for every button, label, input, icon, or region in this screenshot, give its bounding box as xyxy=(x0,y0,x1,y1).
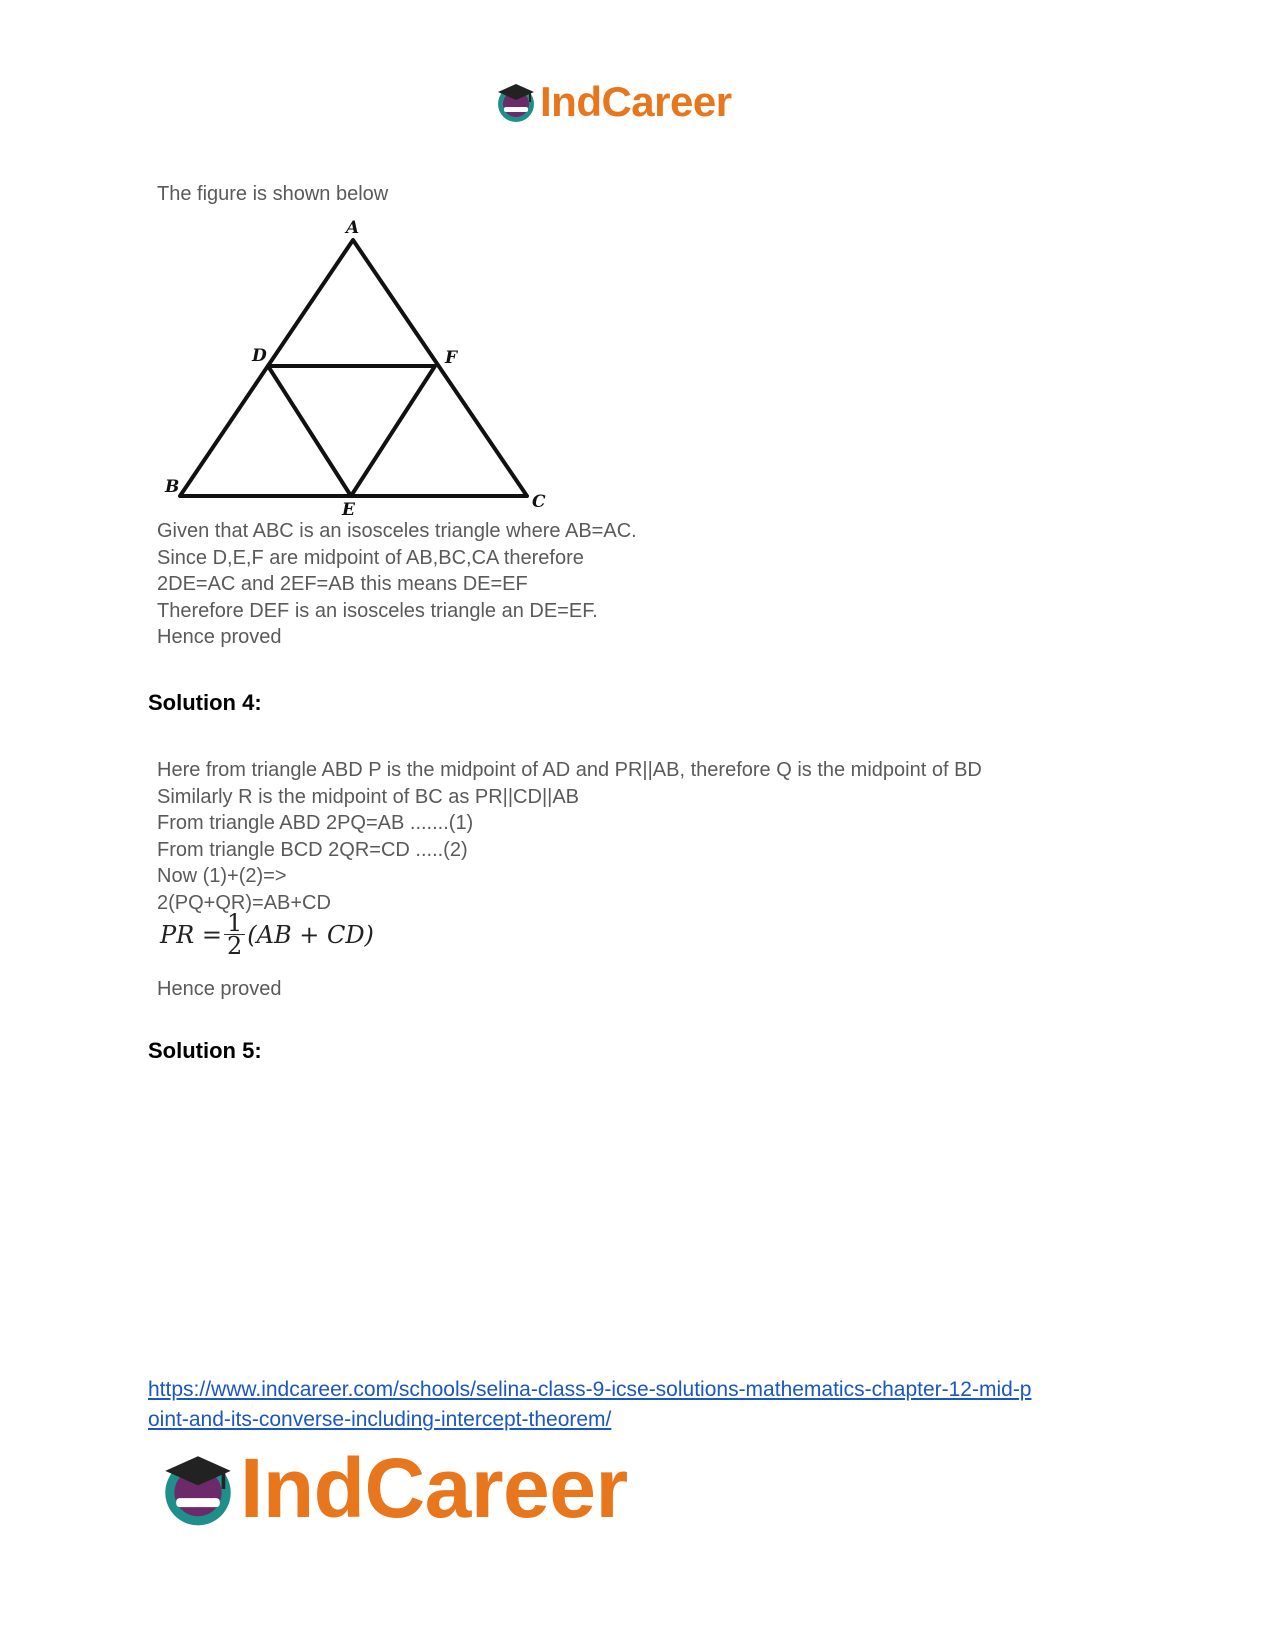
solution-5-heading: Solution 5: xyxy=(148,1038,262,1063)
label-c: C xyxy=(532,492,546,512)
logo-text: IndCareer xyxy=(540,78,732,125)
source-link[interactable] xyxy=(148,1375,1032,1435)
graduation-cap-icon xyxy=(158,1449,238,1529)
solution-4-heading: Solution 4: xyxy=(148,690,262,715)
fraction-denominator: 2 xyxy=(226,932,243,960)
proof-line: Given that ABC is an isosceles triangle where AB=AC. xyxy=(157,520,637,542)
solution-line: From triangle ABD 2PQ=AB .......(1) xyxy=(157,812,474,834)
proof-line: 2DE=AC and 2EF=AB this means DE=EF xyxy=(157,573,528,595)
proof-line: Therefore DEF is an isosceles triangle an DE=EF. xyxy=(157,599,598,622)
header-logo xyxy=(494,78,732,126)
proof-line: Hence proved xyxy=(157,626,282,648)
solution-4-text xyxy=(157,757,982,916)
formula-fraction xyxy=(224,909,245,960)
label-b: B xyxy=(165,477,180,497)
triangle-figure xyxy=(160,218,560,518)
logo-text: IndCareer xyxy=(240,1441,628,1535)
label-e: E xyxy=(342,500,355,518)
pr-formula xyxy=(160,909,374,960)
fraction-numerator: 1 xyxy=(224,912,245,935)
formula-rhs: (AB + CD) xyxy=(247,920,374,949)
source-link-line-1: https://www.indcareer.com/schools/selina-class-9-icse-solutions-mathematics-chapter-12-mid-p xyxy=(148,1378,1032,1401)
triangle-def xyxy=(268,366,435,496)
footer-logo xyxy=(158,1440,628,1537)
figure-intro: The figure is shown below xyxy=(157,183,389,205)
label-d: D xyxy=(252,346,267,366)
solution-line: Now (1)+(2)=> xyxy=(157,865,287,887)
formula-lhs: PR = xyxy=(160,920,222,949)
proof-line: Since D,E,F are midpoint of AB,BC,CA therefore xyxy=(157,546,584,569)
solution-line: 2(PQ+QR)=AB+CD xyxy=(157,891,331,914)
graduation-cap-icon xyxy=(494,80,538,124)
solution-line: Here from triangle ABD P is the midpoint of AD and PR||AB, therefore Q is the midpoint of BD xyxy=(157,759,982,781)
solution-line: From triangle BCD 2QR=CD .....(2) xyxy=(157,838,468,861)
label-f: F xyxy=(445,348,458,368)
solution-4-conclusion: Hence proved xyxy=(157,978,282,1000)
proof-text xyxy=(157,518,637,651)
label-a: A xyxy=(346,218,360,238)
solution-line: Similarly R is the midpoint of BC as PR||CD||AB xyxy=(157,785,580,808)
source-link-line-2: oint-and-its-converse-including-intercept-theorem/ xyxy=(148,1408,612,1431)
